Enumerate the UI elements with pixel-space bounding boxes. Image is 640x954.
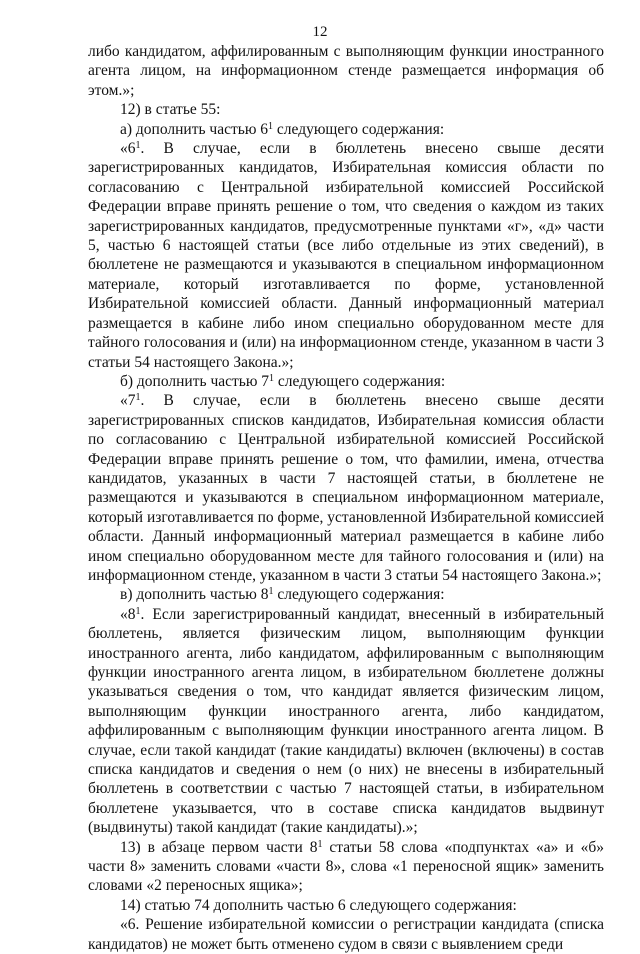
superscript-index: 1 [268, 586, 274, 598]
document-body [88, 42, 604, 954]
paragraph [88, 372, 604, 391]
paragraph-text: «6. Решение избирательной комиссии о регистрации кандидата (списка кандидатов) не может быть отменено судом в связи с выявлением среди [88, 916, 604, 953]
paragraph-text: . Если зарегистрированный кандидат, внесенный в избирательный бюллетень, является физическим лицом, выполняющим функции иностранного агента, либо кандидатом, аффилированным с выполняющим функции иностранного агента лицом, в избирательном бюллетене должны указываться сведения о том, что кандидат является физическим лицом, выполняющим функции иностранного агента, либо кандидатом, аффилированным с выполняющим функции иностранного агента лицом. В случае, если такой кандидат (такие кандидаты) включен (включены) в состав списка кандидатов и сведения о нем (о них) не внесены в избирательный бюллетень в соответствии с частью 7 настоящей статьи, в избирательном бюллетене указывается, что в составе списка кандидатов выдвинут (выдвинуты) такой кандидат (такие кандидаты).»; [88, 605, 604, 837]
paragraph-text: либо кандидатом, аффилированным с выполняющим функции иностранного агента лицом, на информационном стенде размещается информация об этом.»; [88, 43, 604, 99]
paragraph-text: . В случае, если в бюллетень внесено свыше десяти зарегистрированных кандидатов, Избирательная комиссия области по согласованию с Центральной избирательной комиссией Российской Федерации вправе принять решение о том, что сведения о каждом из таких зарегистрированных кандидатов, предусмотренные пунктами «г», «д» части 5, частью 6 настоящей статьи (все либо отдельные из этих сведений), в бюллетене не размещаются и указываются в специальном информационном материале, который изготавливается по форме, установленной Избирательной комиссией области. Данный информационный материал размещается в кабине либо ином специально оборудованном месте для тайного голосования и (или) на информационном стенде, указанном в части 3 статьи 54 настоящего Закона.»; [88, 140, 604, 371]
superscript-index: 1 [317, 838, 323, 850]
paragraph [88, 42, 604, 100]
paragraph [88, 139, 604, 372]
paragraph-text: 12) в статье 55: [120, 101, 221, 119]
paragraph-text: «7 [120, 392, 136, 410]
paragraph-text: следующего содержания: [273, 120, 445, 138]
paragraph-text: следующего содержания: [273, 586, 445, 604]
paragraph-text: «8 [120, 605, 136, 623]
paragraph [88, 915, 604, 954]
paragraph [88, 605, 604, 838]
paragraph-text: статьи 58 слова «подпунктах «а» и «б» части 8» заменить словами «части 8», слова «1 переносной ящик» заменить словами «2 переносных ящика»; [88, 838, 605, 895]
superscript-index: 1 [135, 392, 141, 404]
paragraph [88, 896, 604, 915]
page-number: 12 [312, 24, 328, 40]
paragraph [88, 838, 604, 896]
paragraph [88, 391, 604, 585]
paragraph [88, 585, 604, 604]
superscript-index: 1 [135, 605, 141, 617]
paragraph [88, 120, 604, 139]
paragraph-text: следующего содержания: [274, 372, 446, 390]
paragraph-text: в) дополнить частью 8 [120, 586, 269, 604]
paragraph-text: «6 [120, 140, 136, 158]
paragraph-text: 13) в абзаце первом части 8 [120, 838, 318, 856]
paragraph-text: б) дополнить частью 7 [120, 372, 270, 390]
superscript-index: 1 [268, 120, 274, 132]
paragraph [88, 100, 604, 119]
paragraph-text: а) дополнить частью 6 [120, 120, 269, 138]
superscript-index: 1 [269, 372, 275, 384]
paragraph-text: 14) статью 74 дополнить частью 6 следующего содержания: [120, 896, 517, 914]
superscript-index: 1 [135, 140, 141, 152]
paragraph-text: . В случае, если в бюллетень внесено свыше десяти зарегистрированных списков кандидатов, Избирательная комиссия области по согласованию с Центральной избирательной комиссией Российской Федерации вправе принять решение о том, что фамилии, имена, отчества кандидатов, указанных в части 7 настоящей статьи, в бюллетене не размещаются и указываются в специальном информационном материале, который изготавливается по форме, установленной Избирательной комиссией области. Данный информационный материал размещается в кабине либо ином специально оборудованном месте для тайного голосования и (или) на информационном стенде, указанном в части 3 статьи 54 настоящего Закона.»; [88, 392, 604, 584]
